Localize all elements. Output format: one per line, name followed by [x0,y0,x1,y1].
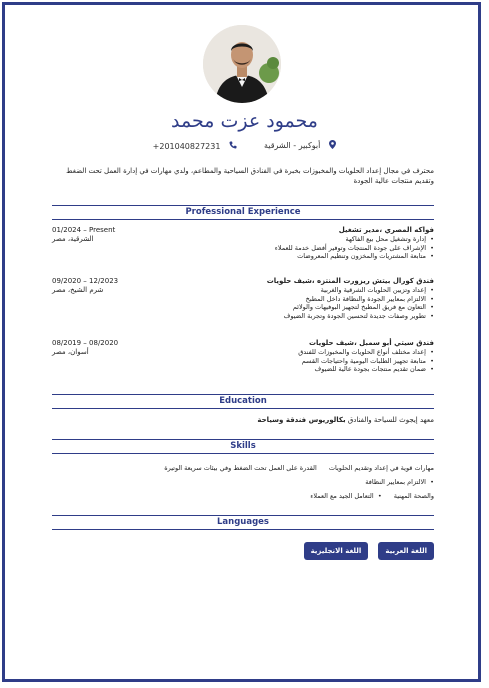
language-badge-english: اللغة الانجليزية [304,542,369,560]
section-header-education: Education [52,394,434,409]
job-title: فندق سيتي أبو سمبل ،شيف حلويات [308,339,434,347]
profile-summary: محترف في مجال إعداد الحلويات والمخبوزات بخبرة في الفنادق السياحية والمطاعم، ولدي مهارات في إدارة العمل تحت الضغط وتقديم منتجات عالية الجودة [66,167,434,185]
job-bullet: • متابعة تجهيز الطلبات اليومية واحتياجات القسم [164,357,426,366]
languages-list [52,538,434,560]
job-dates: 08/2019 – 08/2020 [52,339,119,347]
contact-line [0,140,489,151]
job-dates: 09/2020 – 12/2023 [52,277,119,285]
job-location: شرم الشيخ، مصر [52,286,104,294]
section-header-experience: Professional Experience [52,205,434,220]
job-bullet: • ضمان تقديم منتجات بجودة عالية للضيوف [164,365,426,374]
skill-item: القدرة على العمل تحت الضغط وفي بيئات سريعة الوتيرة [164,464,317,472]
profile-photo [203,25,281,103]
skills-list [52,461,434,503]
skill-item: • الالتزام بمعايير النظافة [365,475,434,489]
phone-item [147,141,244,151]
job-location: أسوان، مصر [52,348,89,356]
language-badge-arabic: اللغة العربية [378,542,434,560]
job-bullet: • إعداد وتزيين الحلويات الشرقية والغربية [164,286,426,295]
job-bullet: • إدارة وتشغيل محل بيع الفاكهة [164,235,426,244]
job-dates: 01/2024 – Present [52,226,116,234]
job-bullet: • تطوير وصفات جديدة لتحسين الجودة وتجربة الضيوف [164,312,426,321]
job-bullet: • إعداد مختلف أنواع الحلويات والمخبوزات للفندق [164,348,426,357]
job-bullet: • متابعة المشتريات والمخزون وتنظيم المعروضات [164,252,426,261]
job-title: فواكه المصري ،مدير تشغيل [338,226,434,234]
location-text: أبوكبير - الشرقية [263,141,321,150]
phone-text: +201040827231 [152,141,221,151]
section-header-skills: Skills [52,439,434,454]
skill-item: • التعامل الجيد مع العملاء [310,489,381,503]
section-header-languages: Languages [52,515,434,530]
job-bullet: • الالتزام بمعايير الجودة والنظافة داخل المطبخ [164,295,426,304]
map-pin-icon [329,140,336,151]
job-bullet: • الإشراف على جودة المنتجات وتوفير أفضل خدمة للعملاء [164,244,426,253]
job-bullet: • التعاون مع فريق المطبخ لتجهيز البوفيهات والولائم [164,303,426,312]
phone-icon [229,141,237,151]
location-item [258,140,342,151]
education-entry [52,416,434,424]
job-location: الشرقية، مصر [52,235,94,243]
job-title: فندق كورال بيتش ريزورت المنتزه ،شيف حلويات [266,277,434,285]
education-degree: بكالوريوس فندقة وسياحة [257,416,346,424]
skill-item: والصحة المهنية [393,492,434,500]
skill-item: مهارات قوية في إعداد وتقديم الحلويات [328,464,434,472]
education-school: معهد إيجوث للسياحة والفنادق [347,416,434,424]
candidate-name: محمود عزت محمد [171,110,318,132]
